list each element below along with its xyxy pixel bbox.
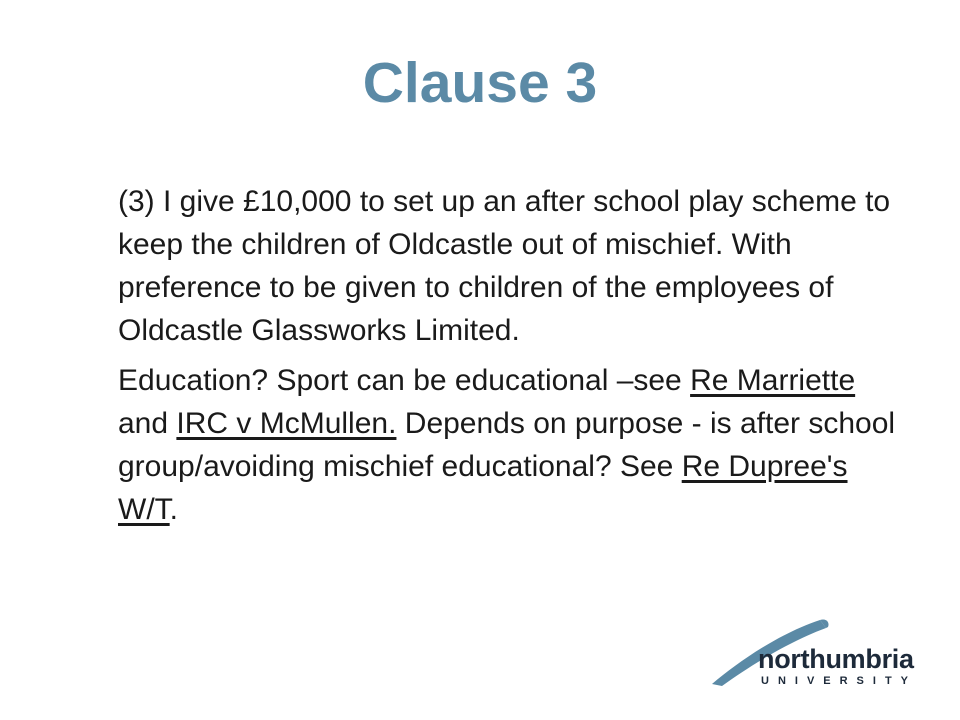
clause-text: (3) I give £10,000 to set up an after school play scheme to keep the children of Oldcastle out of mischief. With preference to be given to children of the employees of Oldcastle Glassworks Limited. — [118, 185, 891, 347]
case-irc-v-mcmullen: IRC v McMullen. — [176, 407, 397, 440]
commentary-part-3: Depends on purpose - is after school group/avoiding mischief educational? See — [118, 407, 896, 483]
case-re-duprees-wt: Re Dupree's W/T — [118, 450, 848, 526]
commentary-text — [118, 359, 898, 531]
commentary-part-4: . — [169, 493, 178, 526]
logo-subtitle: UNIVERSITY — [761, 675, 918, 687]
logo-wordmark: northumbria — [758, 644, 914, 674]
slide-body — [118, 180, 898, 538]
commentary-part-1: Education? Sport can be educational –see — [118, 364, 691, 397]
case-re-marriette: Re Marriette — [690, 364, 856, 397]
commentary-part-2: and — [118, 407, 177, 440]
northumbria-logo — [708, 614, 918, 694]
slide-title: Clause 3 — [362, 51, 598, 115]
